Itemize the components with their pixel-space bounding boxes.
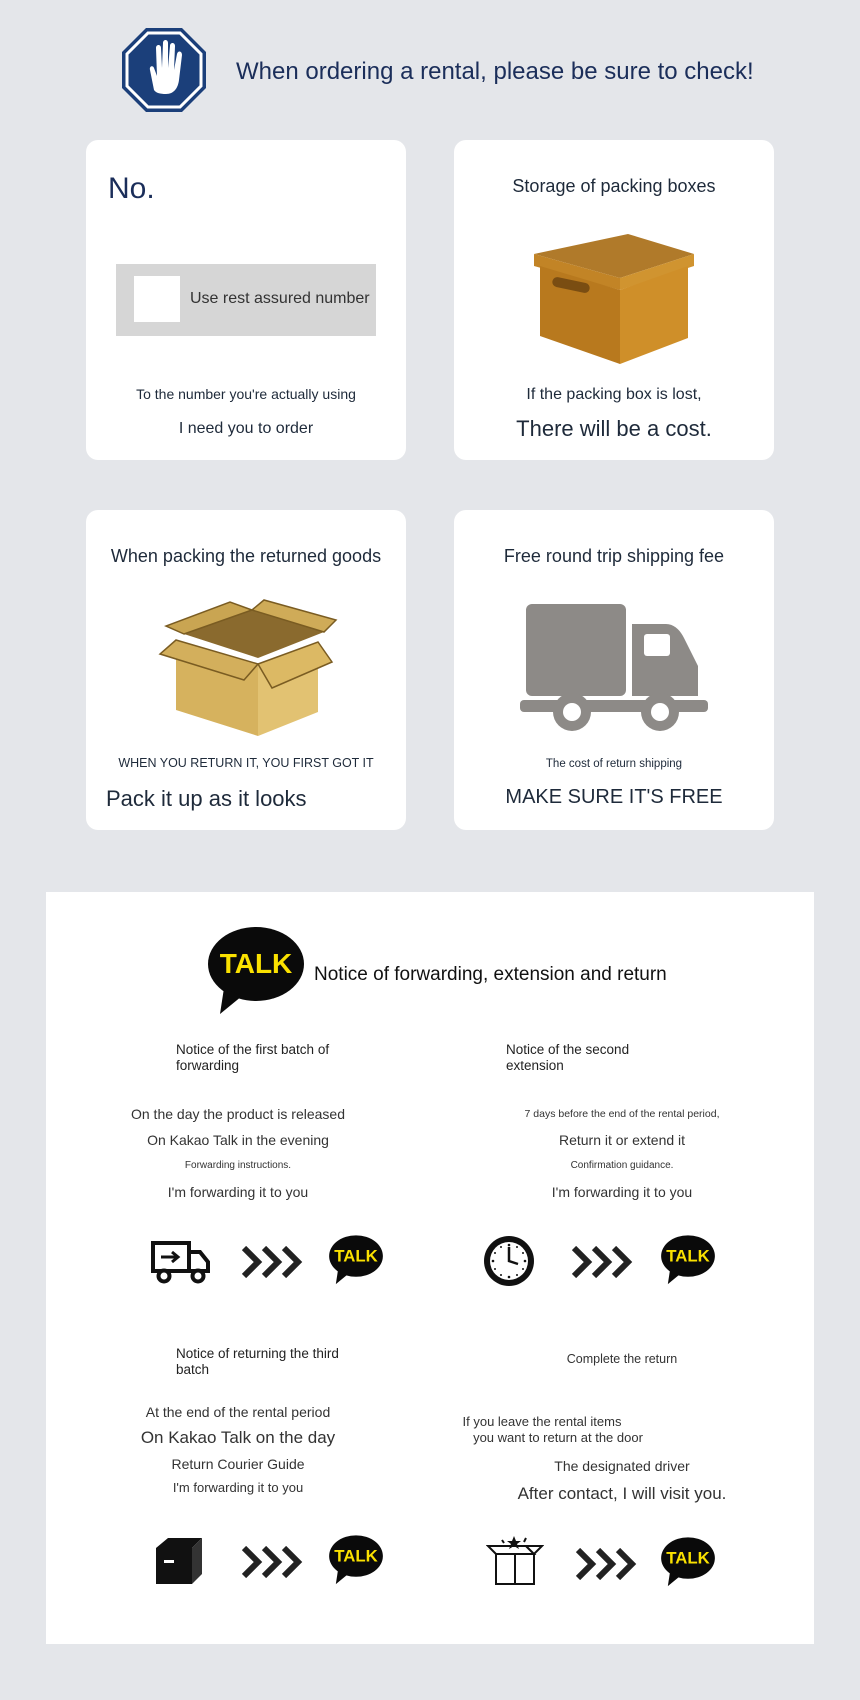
step-line-4: I'm forwarding it to you — [167, 1184, 309, 1200]
svg-text:TALK: TALK — [334, 1246, 378, 1266]
notice-section — [46, 892, 814, 1644]
step-line-2: Return it or extend it — [558, 1132, 686, 1148]
card-line-1: If the packing box is lost, — [526, 386, 702, 403]
step-title: Notice of the first batch of forwarding — [176, 1042, 330, 1073]
step-line-2: you want to return at the door — [473, 1430, 643, 1445]
step-line-3: Confirmation guidance. — [570, 1160, 674, 1171]
step-second-extension — [430, 1042, 814, 1242]
talk-bubble-icon — [660, 1536, 716, 1588]
notice-title: Notice of forwarding, extension and return — [314, 964, 667, 985]
step-line-4: I'm forwarding it to you — [172, 1480, 304, 1495]
step-line-1: 7 days before the end of the rental period, — [524, 1108, 720, 1120]
card-title: No. — [108, 172, 155, 205]
package-icon — [154, 1536, 204, 1586]
svg-text:TALK: TALK — [219, 948, 293, 979]
step-title: Complete the return — [566, 1352, 678, 1366]
step-line-3: Return Courier Guide — [171, 1456, 305, 1472]
step-line-4: After contact, I will visit you. — [517, 1484, 727, 1503]
step-icons-1 — [46, 1234, 430, 1294]
triple-chevron-icon — [572, 1246, 634, 1278]
truck-icon — [520, 602, 708, 736]
step-icons-2 — [430, 1234, 814, 1294]
page-title: When ordering a rental, please be sure to check! — [236, 58, 754, 85]
hand-stop-icon — [120, 26, 208, 114]
step-complete-return — [430, 1346, 814, 1546]
talk-bubble-icon — [660, 1234, 716, 1286]
svg-text:TALK: TALK — [666, 1548, 710, 1568]
closed-box-icon — [528, 234, 700, 366]
card-returned-goods — [86, 510, 406, 830]
triple-chevron-icon — [242, 1546, 304, 1578]
header — [0, 0, 860, 140]
step-first-forwarding — [46, 1042, 430, 1242]
card-title: Free round trip shipping fee — [503, 546, 725, 566]
triple-chevron-icon — [242, 1246, 304, 1278]
triple-chevron-icon — [576, 1548, 638, 1580]
checkbox-label: Use rest assured number — [190, 290, 370, 307]
card-number — [86, 140, 406, 460]
card-packing-box — [454, 140, 774, 460]
step-icons-3 — [46, 1534, 430, 1594]
talk-bubble-icon — [328, 1234, 384, 1286]
card-line-1: The cost of return shipping — [545, 758, 683, 770]
step-line-2: On Kakao Talk on the day — [140, 1428, 336, 1447]
delivery-truck-icon — [150, 1238, 212, 1284]
card-line-2: MAKE SURE IT'S FREE — [505, 786, 723, 808]
talk-bubble-icon — [206, 926, 306, 1016]
step-line-3: Forwarding instructions. — [184, 1160, 292, 1171]
checkbox-row[interactable] — [116, 264, 376, 336]
card-line-2: Pack it up as it looks — [106, 786, 307, 811]
step-title: Notice of returning the third batch — [176, 1346, 339, 1377]
card-line-1: WHEN YOU RETURN IT, YOU FIRST GOT IT — [118, 756, 374, 770]
svg-text:TALK: TALK — [666, 1246, 710, 1266]
step-line-1: On the day the product is released — [130, 1106, 346, 1122]
step-icons-4 — [430, 1534, 814, 1594]
step-line-3: The designated driver — [554, 1458, 690, 1474]
checkbox[interactable] — [134, 276, 180, 322]
clock-icon — [482, 1234, 536, 1288]
step-line-2: On Kakao Talk in the evening — [147, 1132, 329, 1148]
svg-text:TALK: TALK — [334, 1546, 378, 1566]
card-title: Storage of packing boxes — [512, 176, 716, 196]
step-third-return — [46, 1346, 430, 1546]
step-line-1: If you leave the rental items — [462, 1414, 622, 1429]
card-line-2: I need you to order — [178, 420, 314, 437]
card-line-1: To the number you're actually using — [136, 386, 356, 402]
talk-bubble-icon — [328, 1534, 384, 1586]
step-title: Notice of the second extension — [506, 1042, 630, 1073]
card-line-2: There will be a cost. — [516, 416, 712, 441]
step-line-4: I'm forwarding it to you — [551, 1184, 693, 1200]
card-title: When packing the returned goods — [110, 546, 382, 566]
open-box-icon — [148, 598, 344, 742]
step-line-1: At the end of the rental period — [145, 1404, 331, 1420]
open-gift-box-icon — [486, 1534, 544, 1586]
card-shipping — [454, 510, 774, 830]
